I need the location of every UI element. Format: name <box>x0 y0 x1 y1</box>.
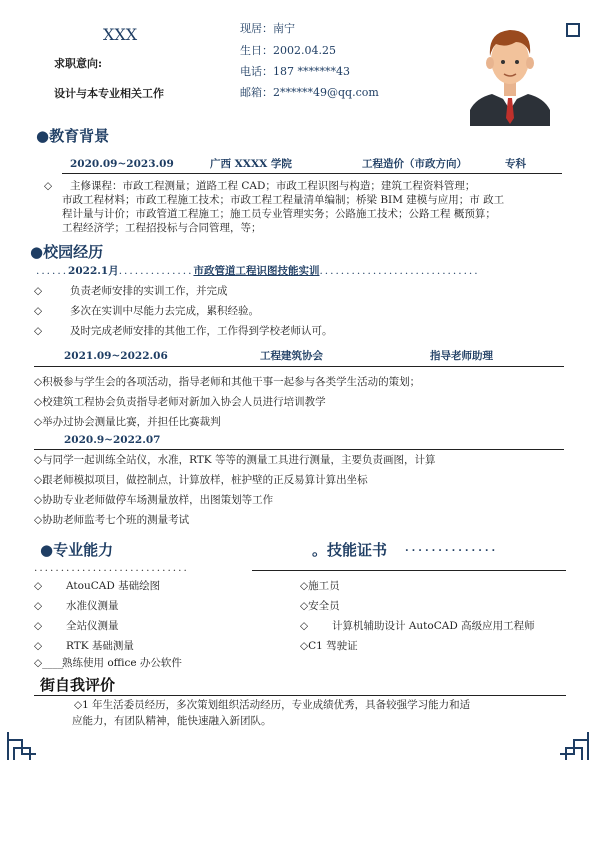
skills-heading: ●专业能力 <box>40 541 114 559</box>
exp1-dots-lead: ...... <box>36 265 69 277</box>
exp1-item: 及时完成老师安排的其他工作，工作得到学校老师认可。 <box>70 325 333 337</box>
self-divider <box>34 695 566 696</box>
exp3-divider <box>34 449 564 450</box>
skills-divider <box>252 570 566 571</box>
exp1-dots-mid: .............. <box>118 265 194 277</box>
courses-line-4: 工程经济学；工程招投标与合同管理，等； <box>62 222 262 234</box>
skill-item: 全站仪测量 <box>66 620 119 632</box>
edu-school: 广西 XXXX 学院 <box>210 158 292 170</box>
certs-heading: 。技能证书 <box>312 541 388 559</box>
intent-label: 求职意向: <box>54 57 103 70</box>
cert-item: ◇施工员 <box>300 580 340 592</box>
exp1-header <box>36 265 480 278</box>
exp2-divider <box>34 366 564 367</box>
corner-ornament-icon <box>556 728 590 762</box>
email: 邮箱：2******49@qq.com <box>240 86 379 99</box>
courses-line-1: 主修课程：市政工程测量；道路工程 CAD；市政工程识图与构造；建筑工程资料管理； <box>70 180 476 192</box>
skill-bullet: ◇ <box>34 600 43 612</box>
corner-square-icon <box>566 23 580 37</box>
phone: 电话：187 *******43 <box>240 65 350 78</box>
skill-last-prefix: ◇____ <box>34 657 64 669</box>
edu-major: 工程造价（市政方向） <box>362 158 467 170</box>
cert-item: ◇安全员 <box>300 600 340 612</box>
exp1-dots-tail: .............................. <box>319 265 480 277</box>
exp1-item-bullet: ◇ <box>34 305 43 317</box>
bullet-icon: ◇ <box>44 180 53 192</box>
exp2-role: 指导老师助理 <box>430 350 493 362</box>
campus-heading: ●校园经历 <box>30 243 104 261</box>
skill-bullet: ◇ <box>34 620 43 632</box>
courses-line-2: 市政工程材料；市政工程施工技术；市政工程工程量清单编制；桥梁 BIM 建模与应用；市 政工 <box>62 194 505 206</box>
exp2-org: 工程建筑协会 <box>260 350 323 362</box>
avatar <box>470 18 550 126</box>
skills-dots: ............................. <box>34 562 189 574</box>
corner-ornament-icon <box>6 728 40 762</box>
skill-item: 熟练使用 office 办公软件 <box>62 657 182 669</box>
exp2-item: ◇校建筑工程协会负责指导老师对新加入协会人员进行培训教学 <box>34 396 326 408</box>
edu-divider <box>62 173 562 174</box>
skill-bullet: ◇ <box>34 580 43 592</box>
self-line-1: ◇1 年生活委员经历，多次策划组织活动经历，专业成绩优秀，具备较强学习能力和适 <box>74 699 471 711</box>
exp1-item-bullet: ◇ <box>34 285 43 297</box>
exp3-item: ◇协助老师监考七个班的测量考试 <box>34 514 190 526</box>
residence: 现居：南宁 <box>240 22 295 35</box>
exp1-item: 多次在实训中尽能力去完成，累积经验。 <box>70 305 259 317</box>
self-heading: 街自我评价 <box>40 676 116 694</box>
birth-date: 生日：2002.04.25 <box>240 44 336 57</box>
exp2-item: ◇举办过协会测量比赛，并担任比赛裁判 <box>34 416 221 428</box>
edu-degree: 专科 <box>505 158 526 170</box>
cert-item: ◇C1 驾驶证 <box>300 640 358 652</box>
exp1-date: 2022.1月 <box>68 265 119 277</box>
exp1-title: 市政管道工程识图技能实训 <box>193 265 320 277</box>
cert-bullet: ◇ <box>300 620 309 632</box>
exp1-item-bullet: ◇ <box>34 325 43 337</box>
certs-dots: .............. <box>405 542 499 554</box>
skill-item: RTK 基础测量 <box>66 640 134 652</box>
exp3-date: 2020.9~2022.07 <box>64 434 161 446</box>
exp2-date: 2021.09~2022.06 <box>64 350 168 362</box>
exp3-item: ◇与同学一起训练全站仪，水准，RTK 等等的测量工具进行测量，主要负责画图，计算 <box>34 454 436 466</box>
intent-value: 设计与本专业相关工作 <box>54 87 164 100</box>
exp1-item: 负责老师安排的实训工作，并完成 <box>70 285 228 297</box>
exp3-item: ◇跟老师模拟项目，做控制点，计算放样，桩护壁的正反易算计算出坐标 <box>34 474 368 486</box>
skill-bullet: ◇ <box>34 640 43 652</box>
self-line-2: 应能力，有团队精神，能快速融入新团队。 <box>72 715 272 727</box>
exp2-item: ◇积极参与学生会的各项活动，指导老师和其他干事一起参与各类学生活动的策划； <box>34 376 421 388</box>
skill-item: 水准仪测量 <box>66 600 119 612</box>
candidate-name: XXX <box>103 25 138 44</box>
edu-date: 2020.09~2023.09 <box>70 158 174 170</box>
exp3-item: ◇协助专业老师做停车场测量放样，出图策划等工作 <box>34 494 274 506</box>
education-heading: ●教育背景 <box>36 127 110 145</box>
skill-item: AtouCAD 基础绘图 <box>66 580 161 592</box>
courses-line-3: 程计量与计价；市政管道工程施工；施工员专业管理实务；公路施工技术；公路工程 概预算； <box>62 208 496 220</box>
cert-item: 计算机辅助设计 AutoCAD 高级应用工程师 <box>332 620 535 632</box>
